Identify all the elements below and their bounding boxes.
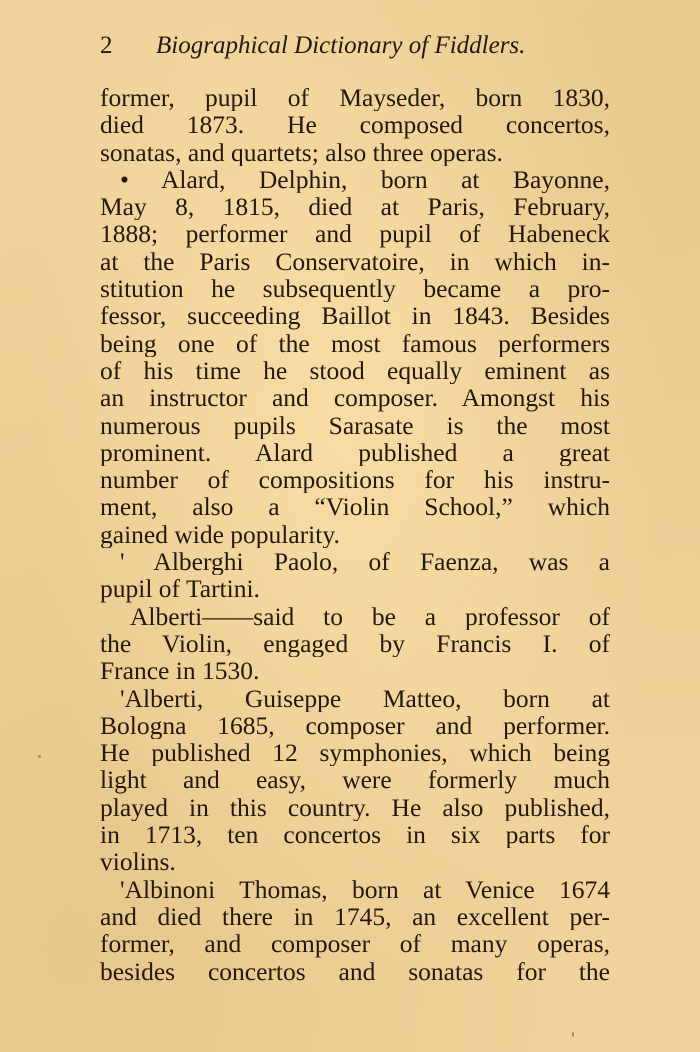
paper-speck	[572, 1032, 574, 1037]
paper-speck	[38, 755, 41, 758]
text-line: May 8, 1815, died at Paris, February,	[100, 193, 610, 221]
entry-start-line: ' Alberghi Paolo, of Faenza, was a	[120, 548, 610, 576]
text-line: being one of the most famous performers	[100, 329, 610, 357]
text-line: France in 1530.	[100, 657, 260, 685]
text-line: light and easy, were formerly much	[100, 766, 610, 794]
text-line: played in this country. He also published,	[100, 793, 610, 822]
text-line: Bologna 1685, composer and performer.	[100, 711, 610, 740]
page-header	[100, 30, 620, 66]
text-line: of his time he stood equally eminent as	[100, 356, 610, 385]
entry-start-line: Alberti——said to be a professor of	[130, 602, 610, 630]
body-text	[100, 84, 610, 985]
text-line: an instructor and composer. Amongst his	[100, 384, 610, 412]
text-line: ment, also a “Violin School,” which	[100, 493, 610, 521]
text-line: at the Paris Conservatoire, in which in-	[100, 247, 610, 276]
text-line: former, and composer of many operas,	[100, 930, 610, 958]
text-line: violins.	[100, 848, 176, 876]
text-line: died 1873. He composed concertos,	[100, 111, 610, 139]
text-line: prominent. Alard published a great	[100, 438, 610, 467]
text-line: He published 12 symphonies, which being	[100, 739, 610, 767]
entry-start-line: 'Albinoni Thomas, born at Venice 1674	[120, 875, 610, 903]
text-line: besides concertos and sonatas for the	[100, 957, 610, 985]
text-line: pupil of Tartini.	[100, 575, 260, 603]
text-line: numerous pupils Sarasate is the most	[100, 411, 610, 439]
entry-start-line: • Alard, Delphin, born at Bayonne,	[120, 165, 610, 194]
text-line: 1888; performer and pupil of Habeneck	[100, 220, 610, 248]
running-head: Biographical Dictionary of Fiddlers.	[156, 32, 526, 59]
entry-start-line: 'Alberti, Guiseppe Matteo, born at	[120, 684, 610, 712]
text-line: stitution he subsequently became a pro-	[100, 275, 610, 303]
text-line: former, pupil of Mayseder, born 1830,	[100, 84, 610, 112]
text-line: sonatas, and quartets; also three operas.	[100, 138, 503, 166]
page-number: 2	[100, 32, 113, 59]
text-line: and died there in 1745, an excellent per-	[100, 902, 610, 931]
text-line: number of compositions for his instru-	[100, 466, 610, 494]
text-line: fessor, succeeding Baillot in 1843. Besides	[100, 302, 610, 330]
text-line: gained wide popularity.	[100, 520, 340, 549]
text-line: in 1713, ten concertos in six parts for	[100, 821, 610, 849]
text-line: the Violin, engaged by Francis I. of	[100, 629, 610, 658]
